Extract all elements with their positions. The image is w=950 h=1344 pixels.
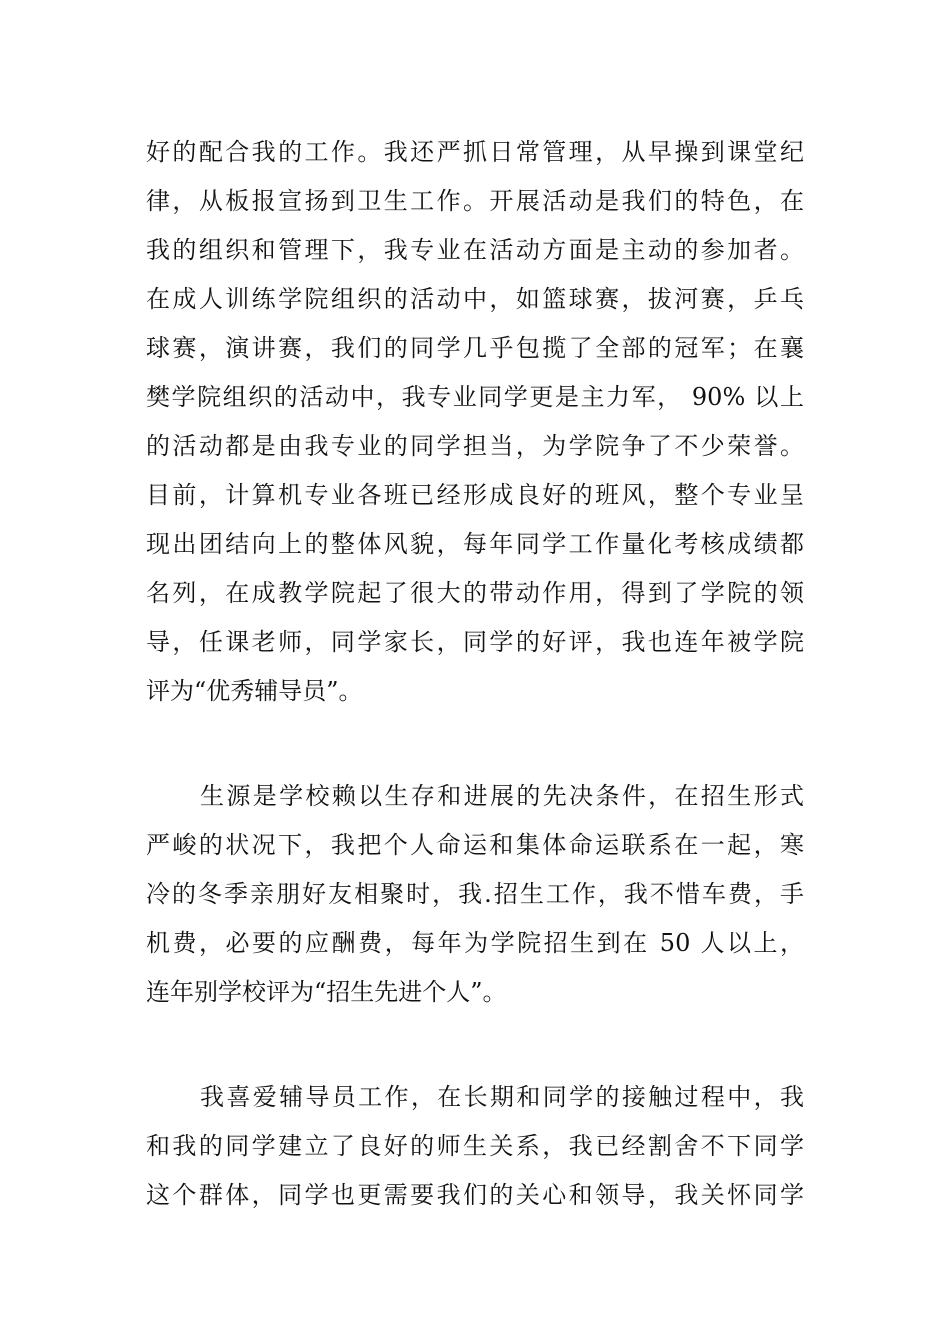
- paragraph-3-line-2: 和我的同学建立了良好的师生关系，我已经割舍不下同学: [146, 1132, 804, 1160]
- paragraph-1-line-5: 球赛，演讲赛，我们的同学几乎包揽了全部的冠军；在襄: [146, 334, 804, 362]
- paragraph-2-line-1: 生源是学校赖以生存和进展的先决条件，在招生形式: [200, 782, 804, 810]
- paragraph-3-line-1: 我喜爱辅导员工作，在长期和同学的接触过程中，我: [200, 1083, 804, 1111]
- paragraph-2-line-4: 机费，必要的应酬费，每年为学院招生到在 50 人以上，: [146, 929, 804, 957]
- paragraph-1-line-6: 樊学院组织的活动中，我专业同学更是主力军， 90% 以上: [146, 383, 804, 411]
- paragraph-1-line-10: 名列，在成教学院起了很大的带动作用，得到了学院的领: [146, 579, 804, 607]
- paragraph-1-line-8: 目前，计算机专业各班已经形成良好的班风，整个专业呈: [146, 481, 804, 509]
- paragraph-1-line-4: 在成人训练学院组织的活动中，如篮球赛，拔河赛，乒乓: [146, 285, 804, 313]
- paragraph-1-line-2: 律，从板报宣扬到卫生工作。开展活动是我们的特色，在: [146, 187, 804, 215]
- paragraph-2-line-2: 严峻的状况下，我把个人命运和集体命运联系在一起，寒: [146, 831, 804, 859]
- paragraph-1-line-11: 导，任课老师，同学家长，同学的好评，我也连年被学院: [146, 628, 804, 656]
- paragraph-1-line-9: 现出团结向上的整体风貌，每年同学工作量化考核成绩都: [146, 530, 804, 558]
- paragraph-1-line-7: 的活动都是由我专业的同学担当，为学院争了不少荣誉。: [146, 432, 804, 460]
- paragraph-1-line-1: 好的配合我的工作。我还严抓日常管理，从早操到课堂纪: [146, 138, 804, 166]
- paragraph-3-line-3: 这个群体，同学也更需要我们的关心和领导，我关怀同学: [146, 1181, 804, 1209]
- paragraph-2-line-3: 冷的冬季亲朋好友相聚时，我.招生工作，我不惜车费，手: [146, 880, 804, 908]
- paragraph-2-line-5: 连年别学校评为“招生先进个人”。: [146, 978, 507, 1006]
- paragraph-1-line-3: 我的组织和管理下，我专业在活动方面是主动的参加者。: [146, 236, 804, 264]
- paragraph-1-line-12: 评为“优秀辅导员”。: [146, 677, 363, 705]
